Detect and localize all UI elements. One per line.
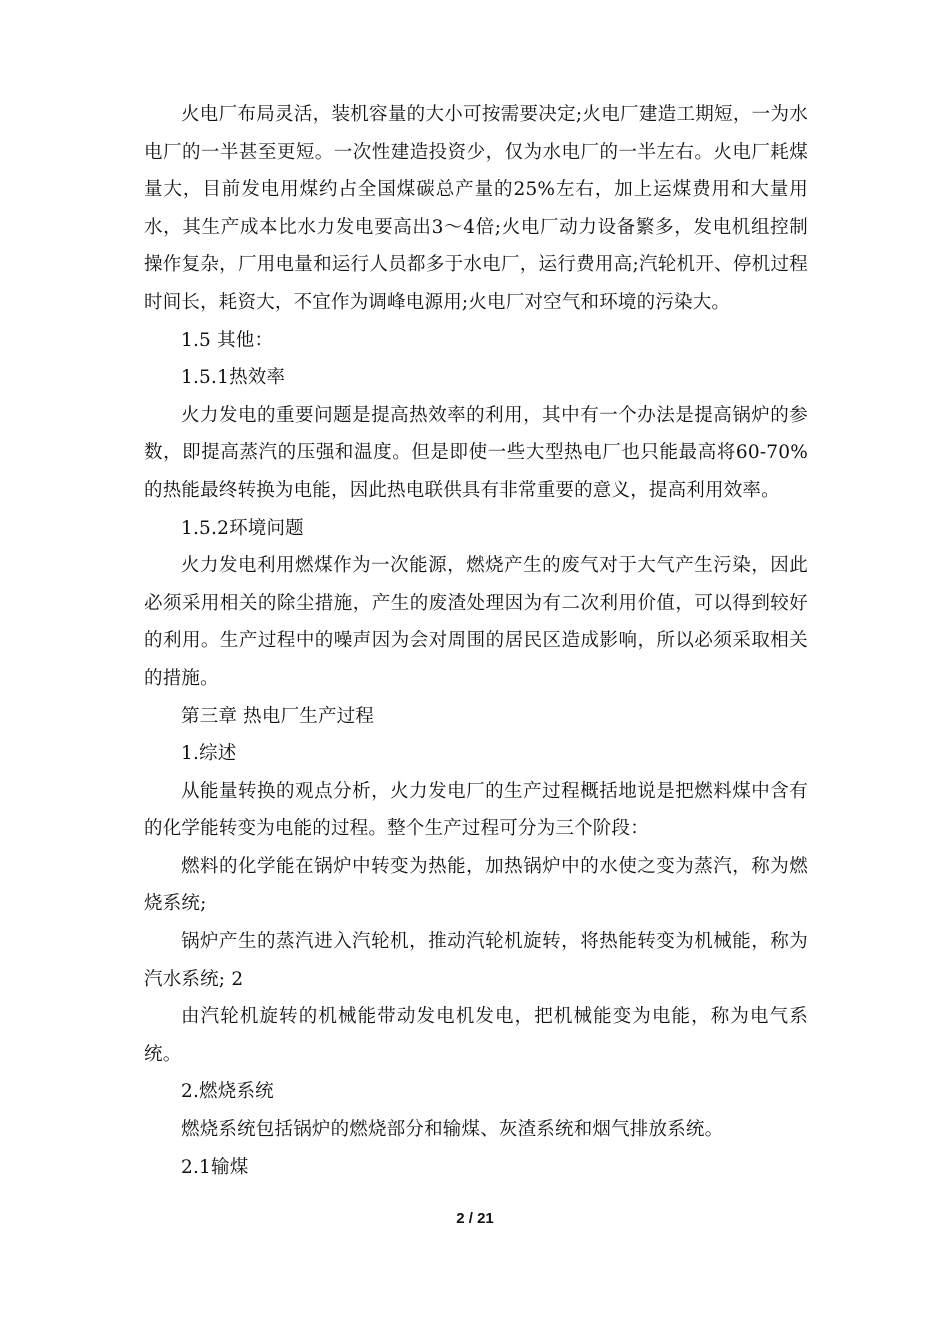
paragraph-thermal-efficiency: 火力发电的重要问题是提高热效率的利用，其中有一个办法是提高锅炉的参数，即提高蒸汽的压强和温度。但是即使一些大型热电厂也只能最高将60-70%的热能最终转换为电能，因此热电联供具有非常重要的意义，提高利用效率。 <box>144 404 808 501</box>
section-heading-coal-conveying: 2.1输煤 <box>181 1156 249 1178</box>
paragraph-overview: 从能量转换的观点分析，火力发电厂的生产过程概括地说是把燃料煤中含有的化学能转变为电能的过程。整个生产过程可分为三个阶段： <box>144 780 808 840</box>
section-heading-combustion-system: 2.燃烧系统 <box>181 1081 274 1103</box>
section-heading-overview: 1.综述 <box>181 743 237 765</box>
section-heading-environment: 1.5.2环境问题 <box>181 517 304 539</box>
document-body <box>144 96 808 1186</box>
section-heading-thermal-efficiency: 1.5.1热效率 <box>181 367 286 389</box>
paragraph-steam-water-stage: 锅炉产生的蒸汽进入汽轮机，推动汽轮机旋转，将热能转变为机械能，称为汽水系统; 2 <box>144 931 808 990</box>
paragraph-combustion-stage: 燃料的化学能在锅炉中转变为热能，加热锅炉中的水使之变为蒸汽，称为燃烧系统; <box>144 855 808 915</box>
paragraph-environment: 火力发电利用燃煤作为一次能源，燃烧产生的废气对于大气产生污染，因此必须采用相关的除尘措施，产生的废渣处理因为有二次利用价值，可以得到较好的利用。生产过程中的噪声因为会对周围的居民区造成影响，所以必须采取相关的措施。 <box>144 555 808 689</box>
paragraph-electrical-stage: 由汽轮机旋转的机械能带动发电机发电，把机械能变为电能，称为电气系统。 <box>144 1006 808 1065</box>
chapter-heading-production-process: 第三章 热电厂生产过程 <box>181 705 375 727</box>
section-heading-other: 1.5 其他： <box>181 329 274 351</box>
paragraph-thermal-plant-characteristics: 火电厂布局灵活，装机容量的大小可按需要决定;火电厂建造工期短，一为水电厂的一半甚至更短。一次性建造投资少，仅为水电厂的一半左右。火电厂耗煤量大，目前发电用煤约占全国煤碳总产量的25%左右，加上运煤费用和大量用水，其生产成本比水力发电要高出3～4倍;火电厂动力设备繁多，发电机组控制操作复杂，厂用电量和运行人员都多于水电厂，运行费用高;汽轮机开、停机过程时间长，耗资大，不宜作为调峰电源用;火电厂对空气和环境的污染大。 <box>144 104 808 313</box>
paragraph-combustion-system: 燃烧系统包括锅炉的燃烧部分和输煤、灰渣系统和烟气排放系统。 <box>181 1119 724 1141</box>
page-number: 2 / 21 <box>456 1210 494 1227</box>
